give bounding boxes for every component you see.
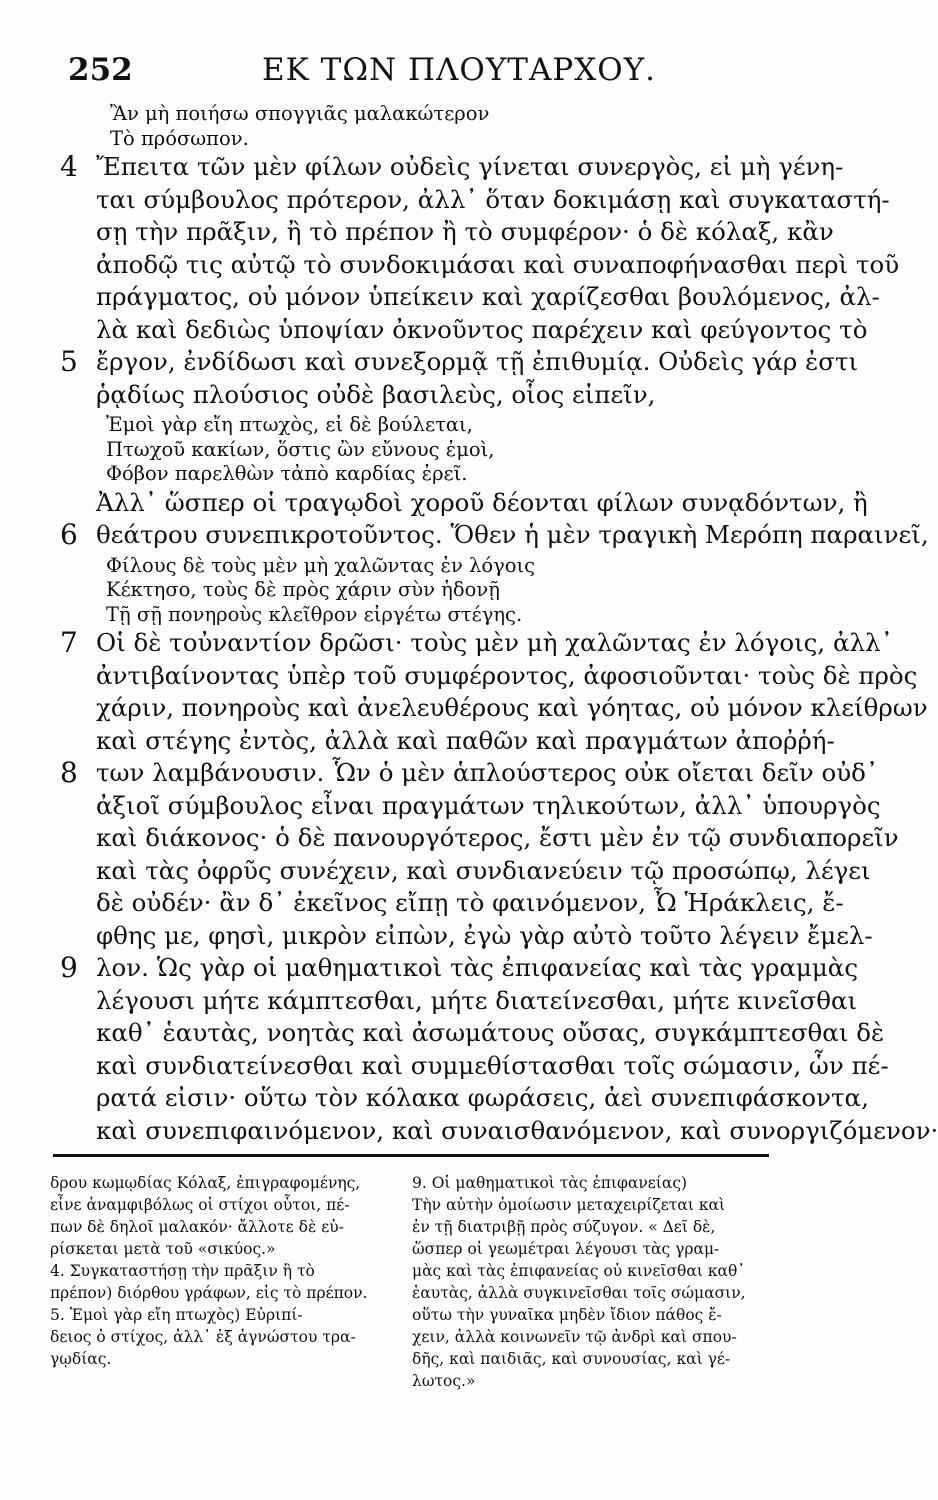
footnote-line: μὰς καὶ τὰς ἐπιφανείας οὐ κινεῖσθαι καθ᾽ — [412, 1262, 746, 1280]
line-text: καὶ διάκονος· ὁ δὲ πανουργότερος, ἔστι μὲν ἐν τῷ συνδιαπορεῖν — [96, 823, 899, 852]
footnote-line: οὕτω τὴν γυναῖκα μηδὲν ἴδιον πάθος ἔ- — [412, 1306, 722, 1324]
footnote-divider — [53, 1154, 769, 1157]
text-line — [96, 1050, 889, 1083]
text-line — [60, 518, 929, 552]
section-number: 9 — [60, 951, 78, 984]
text-line — [96, 216, 834, 249]
footnote-line: ἐν τῇ διατριβῇ πρὸς σύζυγον. « Δεῖ δὲ, — [412, 1218, 716, 1236]
footnote-line: δῆς, καὶ παιδιᾶς, καὶ συνουσίας, καὶ γέ- — [412, 1350, 731, 1368]
text-line — [96, 184, 890, 217]
text-line — [96, 692, 928, 725]
section-number: 5 — [60, 345, 78, 378]
line-text: σῃ τὴν πρᾶξιν, ἢ τὸ πρέπον ἢ τὸ συμφέρον· ὁ δὲ κόλαξ, κἂν — [96, 217, 834, 246]
footnote-line: 9. Οἱ μαθηματικοὶ τὰς ἐπιφανείας) — [412, 1174, 688, 1192]
text-line — [96, 887, 844, 920]
text-line — [96, 281, 880, 314]
footnote-line: δρου κωμῳδίας Κόλαξ, ἐπιγραφομένης, — [50, 1174, 361, 1192]
line-text: καὶ στέγης ἐντὸς, ἀλλὰ καὶ παθῶν καὶ πραγμάτων ἀποῤῥή- — [96, 725, 835, 755]
section-number: 7 — [60, 626, 78, 659]
section-number: 8 — [60, 756, 78, 789]
line-text: ἀντιβαίνοντας ὑπὲρ τοῦ συμφέροντος, ἀφοσιοῦνται· τοὺς δὲ πρὸς — [96, 660, 918, 690]
footnote-line: δειος ὁ στίχος, ἀλλ᾽ ἐξ ἀγνώστου τρα- — [50, 1328, 356, 1346]
text-line — [96, 822, 899, 855]
line-text: θεάτρου συνεπικροτοῦντος. Ὅθεν ἡ μὲν τραγικὴ Μερόπη παραινεῖ, — [96, 520, 929, 549]
page-header — [0, 52, 869, 102]
line-text: Ἀλλ᾽ ὥσπερ οἱ τραγῳδοὶ χοροῦ δέονται φίλων συνᾳδόντων, ἢ — [96, 487, 868, 517]
text-line — [96, 379, 768, 412]
section-number: 6 — [60, 518, 78, 551]
line-text: των λαμβάνουσιν. Ὧν ὁ μὲν ἁπλούστερος οὐκ οἴεται δεῖν οὐδ᾽ — [96, 758, 879, 787]
text-line — [96, 1017, 885, 1050]
text-line — [96, 920, 873, 953]
footnote-line: πρέπον) διόρθου γράφων, εἰς τὸ πρέπον. — [50, 1284, 368, 1302]
line-text: δὲ οὐδέν· ἂν δ᾽ ἐκεῖνος εἴπῃ τὸ φαινόμενον, Ὦ Ἡράκλεις, ἔ- — [96, 888, 844, 917]
line-text: ρατά εἰσιν· οὕτω τὸν κόλακα φωράσεις, ἀεὶ συνεπιφάσκοντα, — [96, 1083, 869, 1112]
text-line — [96, 249, 900, 282]
text-line — [96, 660, 918, 693]
footnote-line: χειν, ἀλλὰ κοινωνεῖν τῷ ἀνδρὶ καὶ σπου- — [412, 1328, 737, 1346]
verse-line: Τὸ πρόσωπον. — [110, 126, 249, 150]
footnote-line: λωτος.» — [412, 1372, 476, 1390]
line-text: ῥᾳδίως πλούσιος οὐδὲ βασιλεὺς, οἷος εἰπεῖν, — [96, 379, 656, 409]
line-text: λέγουσι μήτε κάμπτεσθαι, μήτε διατείνεσθαι, μήτε κινεῖσθαι — [96, 985, 858, 1015]
line-text: ἀξιοῖ σύμβουλος εἶναι πραγμάτων τηλικούτων, ἀλλ᾽ ὑπουργὸς — [96, 790, 881, 820]
line-text: λον. Ὡς γὰρ οἱ μαθηματικοὶ τὰς ἐπιφανείας καὶ τὰς γραμμὰς — [96, 953, 859, 982]
verse-line: Ἂν μὴ ποιήσω σπογγιᾶς μαλακώτερον — [110, 102, 490, 125]
text-line — [96, 1082, 869, 1115]
line-text: ται σύμβουλος πρότερον, ἀλλ᾽ ὅταν δοκιμάσῃ καὶ συγκαταστή- — [96, 184, 890, 214]
footnote-line: ἑαυτὰς, ἀλλὰ συγκινεῖσθαι τοῖς σώμασιν, — [412, 1284, 746, 1302]
line-text: πράγματος, οὐ μόνον ὑπείκειν καὶ χαρίζεσθαι βουλόμενος, ἀλ- — [96, 282, 880, 311]
verse-line: Πτωχοῦ κακίων, ὅστις ὢν εὔνους ἐμοὶ, — [106, 437, 495, 461]
footnote-line: γῳδίας. — [50, 1350, 112, 1368]
footnote-line: ρίσκεται μετὰ τοῦ «σικύος.» — [50, 1240, 276, 1258]
line-text: ἔργον, ἐνδίδωσι καὶ συνεξορμᾷ τῇ ἐπιθυμίᾳ. Οὐδεὶς γάρ ἐστι — [96, 347, 859, 376]
footnotes-right-column — [412, 1172, 772, 1392]
text-line — [96, 1115, 938, 1148]
text-line — [60, 951, 859, 985]
line-text: φθης με, φησὶ, μικρὸν εἰπὼν, ἐγὼ γὰρ αὐτὸ τοῦτο λέγειν ἔμελ- — [96, 920, 873, 950]
footnote-line: Τὴν αὐτὴν ὁμοίωσιν μεταχειρίζεται καὶ — [412, 1196, 726, 1214]
footnote-line: 5. Ἐμοὶ γὰρ εἴη πτωχὸς) Εὐριπί- — [50, 1306, 303, 1324]
text-line — [96, 985, 858, 1018]
line-text: καὶ συνδιατείνεσθαι καὶ συμμεθίστασθαι τοῖς σώμασιν, ὧν πέ- — [96, 1050, 889, 1080]
text-line — [60, 756, 879, 790]
text-line — [96, 790, 881, 823]
line-text: λὰ καὶ δεδιὼς ὑποψίαν ὀκνοῦντος παρέχειν καὶ φεύγοντος τὸ — [96, 314, 868, 344]
line-text: καὶ συνεπιφαινόμενον, καὶ συναισθανόμενον, καὶ συνοργιζόμενον· — [96, 1115, 938, 1145]
verse-line: Τῇ σῇ πονηροὺς κλεῖθρον εἰργέτω στέγης. — [106, 602, 523, 626]
footnote-line: ὥσπερ οἱ γεωμέτραι λέγουσι τὰς γραμ- — [412, 1240, 720, 1258]
text-line — [96, 314, 868, 347]
text-line — [60, 345, 859, 379]
page-number: 252 — [68, 52, 133, 88]
line-text: Οἱ δὲ τοὐναντίον δρῶσι· τοὺς μὲν μὴ χαλῶντας ἐν λόγοις, ἀλλ᾽ — [96, 628, 893, 657]
verse-line: Ἐμοὶ γὰρ εἴη πτωχὸς, εἰ δὲ βούλεται, — [106, 413, 473, 436]
verse-line: Φίλους δὲ τοὺς μὲν μὴ χαλῶντας ἐν λόγοις — [106, 553, 536, 577]
text-line — [96, 487, 868, 520]
footnote-line: 4. Συγκαταστήσῃ τὴν πρᾶξιν ἢ τὸ — [50, 1262, 315, 1280]
line-text: καθ᾽ ἑαυτὰς, νοητὰς καὶ ἀσωμάτους οὔσας, συγκάμπτεσθαι δὲ — [96, 1018, 885, 1047]
text-line — [60, 150, 844, 184]
running-title: ΕΚ ΤΩΝ ΠΛΟΥΤΑΡΧΟΥ. — [262, 52, 657, 88]
line-text: χάριν, πονηροὺς καὶ ἀνελευθέρους καὶ γόητας, οὐ μόνον κλείθρων — [96, 693, 928, 722]
verse-line: Κέκτησο, τοὺς δὲ πρὸς χάριν σὺν ἡδονῇ — [106, 578, 500, 601]
text-line — [96, 855, 871, 888]
section-number: 4 — [60, 150, 78, 183]
line-text: Ἔπειτα τῶν μὲν φίλων οὐδεὶς γίνεται συνεργὸς, εἰ μὴ γένη- — [96, 152, 844, 181]
footnote-line: εἶνε ἀναμφιβόλως οἱ στίχοι οὗτοι, πέ- — [50, 1196, 350, 1214]
footnote-line: πων δὲ δηλοῖ μαλακόν· ἄλλοτε δὲ εὑ- — [50, 1218, 344, 1236]
verse-line: Φόβον παρελθὼν τἀπὸ καρδίας ἐρεῖ. — [106, 462, 468, 485]
text-line — [60, 626, 893, 660]
line-text: καὶ τὰς ὀφρῦς συνέχειν, καὶ συνδιανεύειν τῷ προσώπῳ, λέγει — [96, 855, 871, 885]
footnotes-left-column — [50, 1172, 400, 1370]
text-line — [96, 725, 835, 758]
line-text: ἀποδῷ τις αὐτῷ τὸ συνδοκιμάσαι καὶ συναποφήνασθαι περὶ τοῦ — [96, 249, 900, 279]
main-text — [60, 102, 938, 1147]
